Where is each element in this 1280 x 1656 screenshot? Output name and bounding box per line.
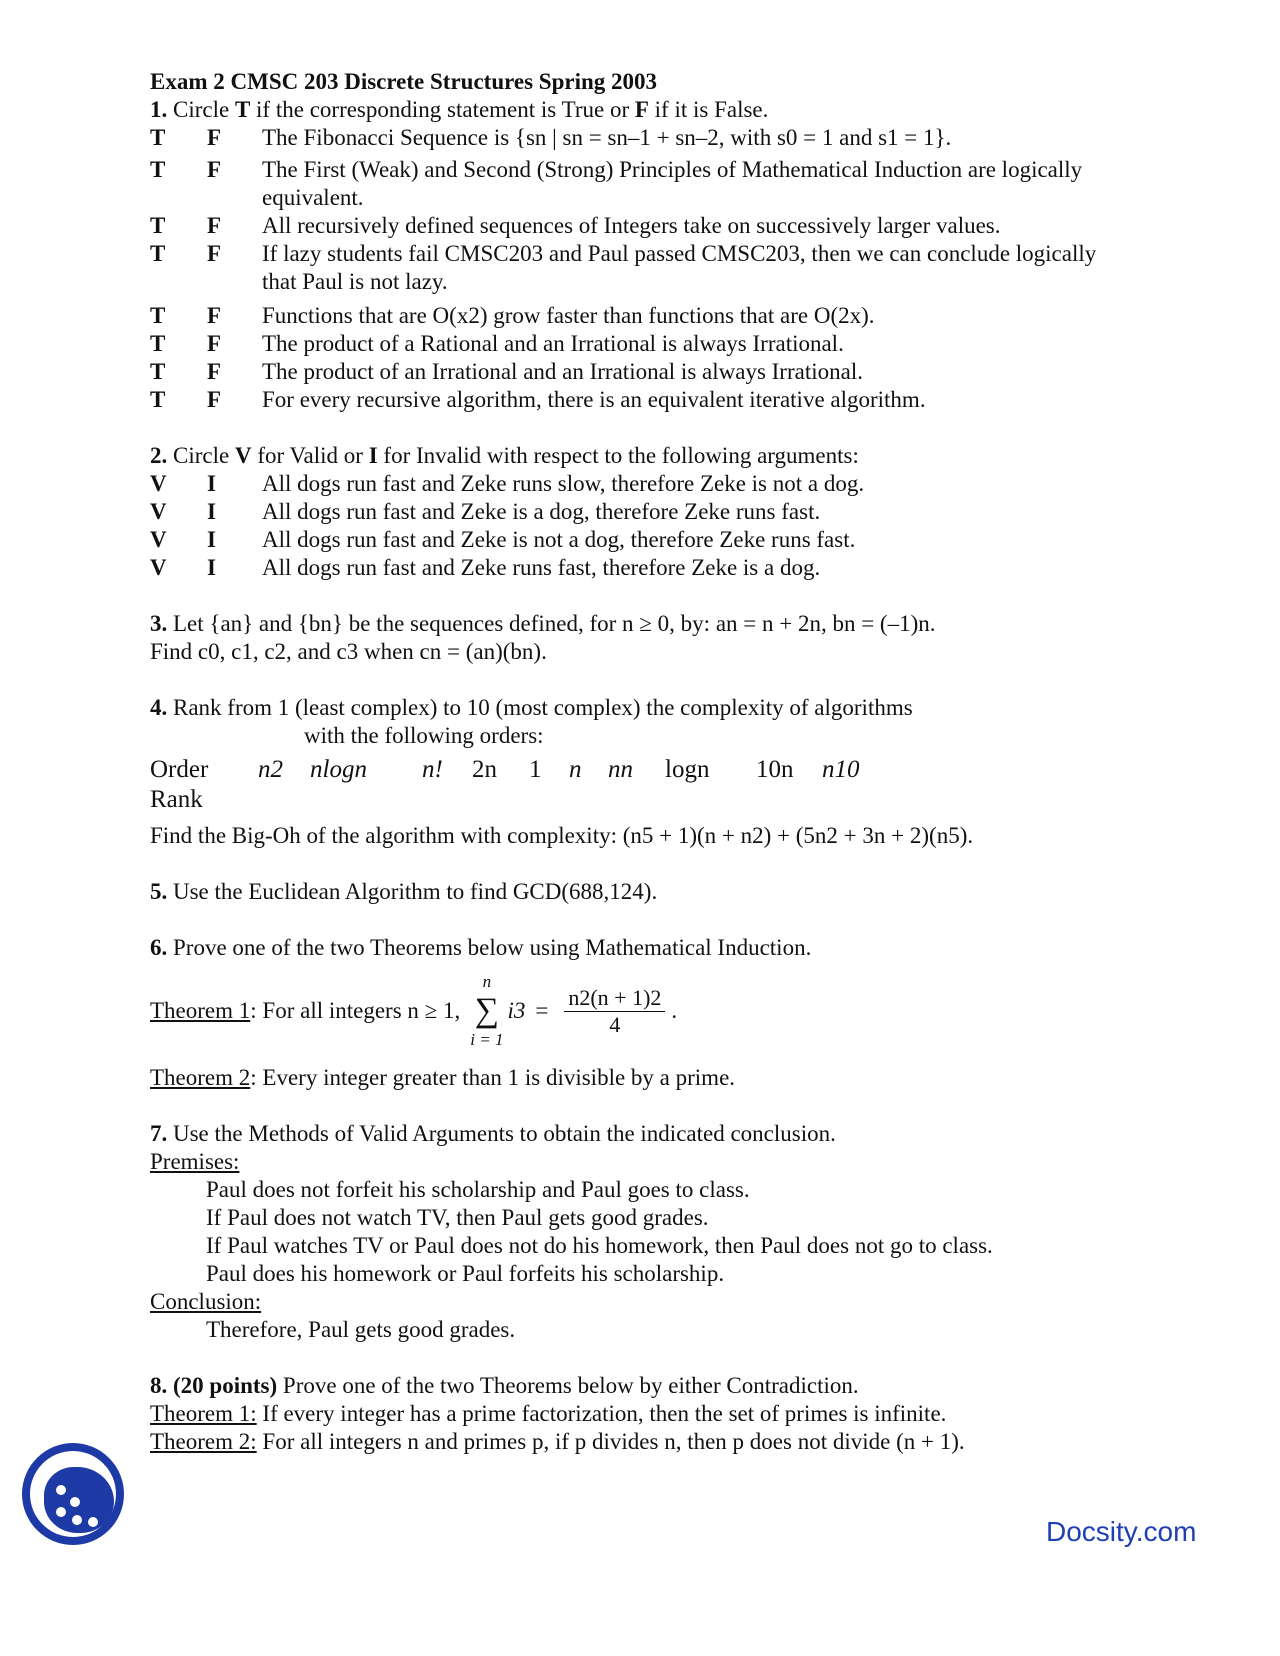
q2-item-text: All dogs run fast and Zeke is not a dog, therefore Zeke runs fast. xyxy=(262,527,856,552)
theorem-2-text: : Every integer greater than 1 is divisible by a prime. xyxy=(250,1065,736,1090)
q2-item-text: All dogs run fast and Zeke is a dog, therefore Zeke runs fast. xyxy=(262,499,821,524)
order-item: nn xyxy=(608,756,633,783)
theorem-2-induction xyxy=(150,1064,1110,1092)
true-option[interactable]: T xyxy=(150,303,166,328)
fraction xyxy=(564,985,665,1038)
false-option[interactable]: F xyxy=(207,387,222,412)
false-option[interactable]: F xyxy=(207,241,222,266)
rank-row xyxy=(150,786,1110,814)
q6-text: Prove one of the two Theorems below using Mathematical Induction. xyxy=(167,935,812,960)
order-item: 2n xyxy=(472,756,497,783)
false-option[interactable]: F xyxy=(207,331,222,356)
question-7 xyxy=(150,1120,1110,1148)
q8-points: (20 points) xyxy=(167,1373,278,1398)
q1-intro-c: if it is False. xyxy=(648,97,769,122)
q1-intro-b: if the corresponding statement is True or xyxy=(250,97,635,122)
invalid-option[interactable]: I xyxy=(207,527,216,552)
order-item: nlogn xyxy=(310,756,367,783)
valid-option[interactable]: V xyxy=(150,471,167,496)
valid-option[interactable]: V xyxy=(150,527,167,552)
q1-item xyxy=(150,330,1110,358)
theorem-1-label: Theorem 1 xyxy=(150,998,251,1023)
q1-intro-f: F xyxy=(634,97,649,122)
theorem-1-label: Theorem 1: xyxy=(150,1401,257,1426)
sigma-icon: ∑ xyxy=(474,992,499,1029)
question-3 xyxy=(150,610,1110,638)
order-label: Order xyxy=(150,756,209,783)
q7-text: Use the Methods of Valid Arguments to obtain the indicated conclusion. xyxy=(167,1121,836,1146)
true-option[interactable]: T xyxy=(150,359,166,384)
order-item: n10 xyxy=(822,756,860,783)
bigoh-line: Find the Big-Oh of the algorithm with complexity: (n5 + 1)(n + n2) + (5n2 + 3n + 2)(n5). xyxy=(150,823,974,848)
q8-text: Prove one of the two Theorems below by either Contradiction. xyxy=(277,1373,859,1398)
sum-lower: i = 1 xyxy=(470,1030,504,1049)
orders-row xyxy=(150,756,1110,784)
q4-line-1: Rank from 1 (least complex) to 10 (most complex) the complexity of algorithms xyxy=(167,695,913,720)
docsity-logo-icon[interactable] xyxy=(22,1443,124,1545)
conclusion-text: Therefore, Paul gets good grades. xyxy=(206,1317,516,1342)
q2-item xyxy=(150,526,1110,554)
q2-item-text: All dogs run fast and Zeke runs slow, therefore Zeke is not a dog. xyxy=(262,471,865,496)
q1-item xyxy=(150,386,1110,414)
question-5 xyxy=(150,878,1110,906)
true-option[interactable]: T xyxy=(150,387,166,412)
true-option[interactable]: T xyxy=(150,241,166,266)
q2-item xyxy=(150,554,1110,582)
false-option[interactable]: F xyxy=(207,303,222,328)
order-item: 10n xyxy=(756,756,794,783)
q1-item-text: The product of an Irrational and an Irrational is always Irrational. xyxy=(262,359,863,384)
q2-intro-v: V xyxy=(234,443,252,468)
q1-item xyxy=(150,240,1110,296)
true-option[interactable]: T xyxy=(150,331,166,356)
q6-number: 6. xyxy=(150,935,168,960)
docsity-brand-link[interactable]: Docsity.com xyxy=(1046,1516,1197,1547)
q4-line-2: with the following orders: xyxy=(304,723,544,748)
question-6 xyxy=(150,934,1110,962)
theorem-1-text: If every integer has a prime factorization, then the set of primes is infinite. xyxy=(256,1401,947,1426)
q4-number: 4. xyxy=(150,695,168,720)
q1-item-text: The First (Weak) and Second (Strong) Principles of Mathematical Induction are logically equivalent. xyxy=(262,157,1083,210)
equals-sign: = xyxy=(535,998,549,1023)
q1-item xyxy=(150,156,1110,212)
question-4 xyxy=(150,694,1110,722)
q5-number: 5. xyxy=(150,879,168,904)
q2-item xyxy=(150,498,1110,526)
question-1 xyxy=(150,96,1110,124)
order-item: n! xyxy=(422,756,443,783)
invalid-option[interactable]: I xyxy=(207,499,216,524)
conclusion-label: Conclusion: xyxy=(150,1289,262,1314)
order-item: 1 xyxy=(529,756,542,783)
q8-number: 8. xyxy=(150,1373,168,1398)
theorem-2-text: For all integers n and primes p, if p divides n, then p does not divide (n + 1). xyxy=(256,1429,965,1454)
q5-text: Use the Euclidean Algorithm to find GCD(688,124). xyxy=(167,879,658,904)
order-item: logn xyxy=(665,756,710,783)
premise-item: Paul does his homework or Paul forfeits his scholarship. xyxy=(206,1261,725,1286)
q1-item xyxy=(150,358,1110,386)
q2-number: 2. xyxy=(150,443,168,468)
q2-intro-c: for Invalid with respect to the following arguments: xyxy=(377,443,859,468)
true-option[interactable]: T xyxy=(150,213,166,238)
fraction-denominator: 4 xyxy=(609,1011,621,1037)
valid-option[interactable]: V xyxy=(150,499,167,524)
q2-intro-i: I xyxy=(368,443,378,468)
q1-item-text: Functions that are O(x2) grow faster than functions that are O(2x). xyxy=(262,303,875,328)
rank-label: Rank xyxy=(150,786,203,813)
q1-intro-a: Circle xyxy=(167,97,235,122)
true-option[interactable]: T xyxy=(150,157,166,182)
order-item: n xyxy=(569,756,582,783)
q1-item-text: The Fibonacci Sequence is {sn | sn = sn–1 + sn–2, with s0 = 1 and s1 = 1}. xyxy=(262,125,952,150)
exam-page xyxy=(150,68,1110,1456)
premise-item: Paul does not forfeit his scholarship and Paul goes to class. xyxy=(206,1177,750,1202)
q3-line-2: Find c0, c1, c2, and c3 when cn = (an)(bn). xyxy=(150,639,547,664)
q1-intro-t: T xyxy=(234,97,251,122)
q3-number: 3. xyxy=(150,611,168,636)
q1-item xyxy=(150,302,1110,330)
q1-item xyxy=(150,212,1110,240)
theorem-1-contradiction xyxy=(150,1400,1110,1428)
q1-item-text: All recursively defined sequences of Integers take on successively larger values. xyxy=(262,213,1001,238)
theorem-2-label: Theorem 2 xyxy=(150,1065,251,1090)
page-title: Exam 2 CMSC 203 Discrete Structures Spring 2003 xyxy=(150,69,658,94)
theorem-1-induction xyxy=(150,972,1110,1050)
theorem-2-label: Theorem 2: xyxy=(150,1429,257,1454)
q7-number: 7. xyxy=(150,1121,168,1146)
invalid-option[interactable]: I xyxy=(207,555,216,580)
theorem-1-text: : For all integers n ≥ 1, xyxy=(250,998,461,1023)
q3-line-1: Let {an} and {bn} be the sequences defined, for n ≥ 0, by: an = n + 2n, bn = (–1)n. xyxy=(167,611,936,636)
valid-option[interactable]: V xyxy=(150,555,167,580)
order-item: n2 xyxy=(258,756,283,783)
q1-item xyxy=(150,124,1110,152)
q2-item-text: All dogs run fast and Zeke runs fast, therefore Zeke is a dog. xyxy=(262,555,821,580)
fraction-numerator: n2(n + 1)2 xyxy=(564,985,665,1012)
q1-item-text: The product of a Rational and an Irrational is always Irrational. xyxy=(262,331,844,356)
false-option[interactable]: F xyxy=(207,157,222,182)
q1-number: 1. xyxy=(150,97,168,122)
q2-intro-b: for Valid or xyxy=(251,443,369,468)
invalid-option[interactable]: I xyxy=(207,471,216,496)
question-8 xyxy=(150,1372,1110,1400)
false-option[interactable]: F xyxy=(207,213,222,238)
period: . xyxy=(671,998,678,1023)
q1-item-text: For every recursive algorithm, there is an equivalent iterative algorithm. xyxy=(262,387,926,412)
sum-upper: n xyxy=(482,972,492,991)
question-2 xyxy=(150,442,1110,470)
q2-item xyxy=(150,470,1110,498)
premise-item: If Paul does not watch TV, then Paul gets good grades. xyxy=(206,1205,709,1230)
sum-body: i3 xyxy=(507,998,526,1023)
theorem-2-contradiction xyxy=(150,1428,1110,1456)
false-option[interactable]: F xyxy=(207,359,222,384)
premise-item: If Paul watches TV or Paul does not do his homework, then Paul does not go to class. xyxy=(206,1233,993,1258)
true-option[interactable]: T xyxy=(150,125,166,150)
premises-label: Premises: xyxy=(150,1149,240,1174)
false-option[interactable]: F xyxy=(207,125,222,150)
q2-intro-a: Circle xyxy=(167,443,235,468)
q1-item-text: If lazy students fail CMSC203 and Paul passed CMSC203, then we can conclude logically that Paul is not lazy. xyxy=(262,241,1097,294)
sum-expression xyxy=(470,972,503,1050)
